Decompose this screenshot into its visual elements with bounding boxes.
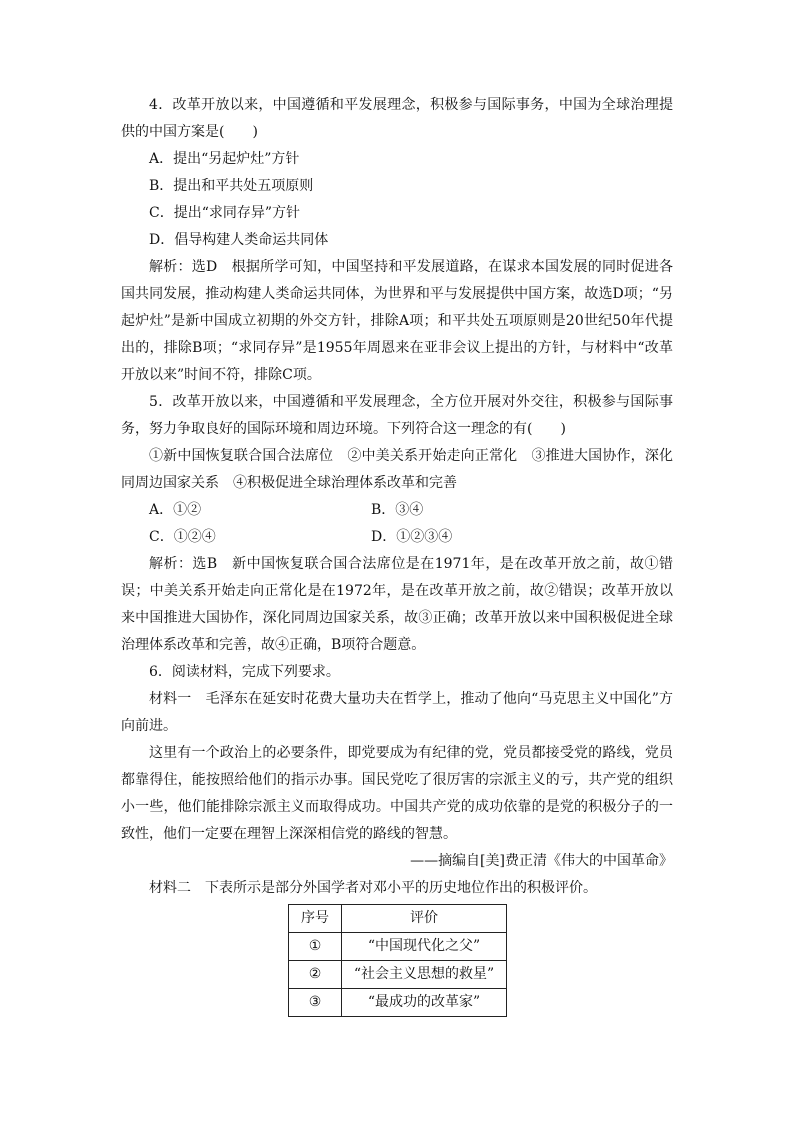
question-5-items: ①新中国恢复联合国合法席位 ②中美关系开始走向正常化 ③推进大国协作，深化同周边国家关系 ④积极促进全球治理体系改革和完善 bbox=[121, 448, 673, 491]
question-5-option-a: A．①② bbox=[149, 502, 202, 518]
question-5-stem: 5．改革开放以来，中国遵循和平发展理念，全方位开展对外交往，积极参与国际事务，努力争取良好的国际环境和周边环境。下列符合这一理念的有( ) bbox=[121, 394, 673, 437]
table-header-row bbox=[289, 905, 507, 933]
table-row bbox=[289, 933, 507, 961]
table-cell-number: ② bbox=[289, 961, 342, 989]
question-5-option-c: C．①②④ bbox=[149, 529, 216, 545]
evaluation-table bbox=[288, 904, 507, 1017]
question-4-option-a: A．提出“另起炉灶”方针 bbox=[149, 151, 300, 167]
question-5-analysis: 解析：选B 新中国恢复联合国合法席位是在1971年，是在改革开放之前，故①错误；中美关系开始走向正常化是在1972年，是在改革开放之前，故②错误；改革开放以来中国推进大国协作，深化同周边国家关系，故③正确；改革开放以来中国积极促进全球治理体系改革和完善，故④正确，B项符合题意。 bbox=[121, 556, 673, 653]
table-cell-evaluation: “最成功的改革家” bbox=[342, 989, 507, 1017]
table-cell-evaluation: “中国现代化之父” bbox=[342, 933, 507, 961]
material-1-intro: 材料一 毛泽东在延安时花费大量功夫在哲学上，推动了他向“马克思主义中国化”方向前进。 bbox=[121, 691, 673, 734]
table-cell-number: ① bbox=[289, 933, 342, 961]
question-4-analysis: 解析：选D 根据所学可知，中国坚持和平发展道路，在谋求本国发展的同时促进各国共同发展，推动构建人类命运共同体，为世界和平与发展提供中国方案，故选D项；“另起炉灶”是新中国成立初期的外交方针，排除A项；和平共处五项原则是20世纪50年代提出的，排除B项；“求同存异”是1955年周恩来在亚非会议上提出的方针，与材料中“改革开放以来”时间不符，排除C项。 bbox=[121, 259, 673, 383]
table-header-number: 序号 bbox=[289, 905, 342, 933]
question-5-options-row-1 bbox=[121, 497, 673, 524]
question-6-stem: 6．阅读材料，完成下列要求。 bbox=[149, 664, 340, 680]
question-5-options-row-2 bbox=[121, 524, 673, 551]
table-cell-number: ③ bbox=[289, 989, 342, 1017]
question-4-stem: 4．改革开放以来，中国遵循和平发展理念，积极参与国际事务，中国为全球治理提供的中国方案是( ) bbox=[121, 97, 673, 140]
table-header-evaluation: 评价 bbox=[342, 905, 507, 933]
question-4-option-c: C．提出“求同存异”方针 bbox=[149, 205, 301, 221]
material-1-quote: 这里有一个政治上的必要条件，即党要成为有纪律的党，党员都接受党的路线，党员都靠得住，能按照给他们的指示办事。国民党吃了很厉害的宗派主义的亏，共产党的组织小一些，他们能排除宗派主义而取得成功。中国共产党的成功依靠的是党的积极分子的一致性，他们一定要在理智上深深相信党的路线的智慧。 bbox=[121, 745, 673, 842]
table-row bbox=[289, 989, 507, 1017]
question-5-option-b: B．③④ bbox=[371, 502, 424, 518]
material-1-source: ——摘编自[美]费正清《伟大的中国革命》 bbox=[410, 853, 673, 869]
question-4-option-b: B．提出和平共处五项原则 bbox=[149, 178, 314, 194]
material-2-intro: 材料二 下表所示是部分外国学者对邓小平的历史地位作出的积极评价。 bbox=[149, 880, 597, 896]
question-5-option-d: D．①②③④ bbox=[371, 529, 453, 545]
document-body bbox=[121, 92, 673, 1017]
table-cell-evaluation: “社会主义思想的救星” bbox=[342, 961, 507, 989]
table-row bbox=[289, 961, 507, 989]
question-4-option-d: D．倡导构建人类命运共同体 bbox=[149, 232, 329, 248]
